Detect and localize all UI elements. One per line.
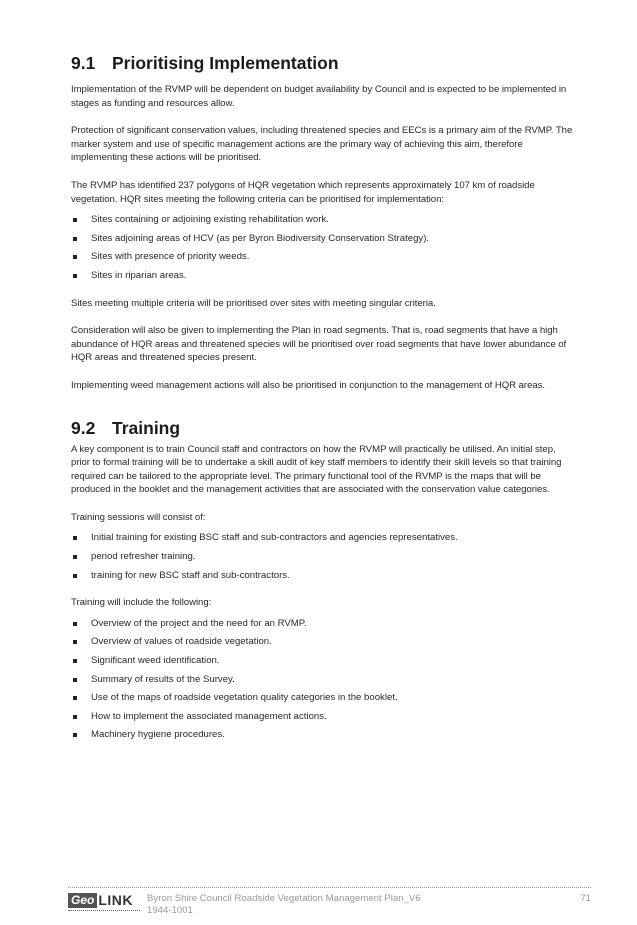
list-item: Summary of results of the Survey.	[71, 673, 573, 687]
section-heading-9-1	[71, 52, 573, 74]
logo-geo: Geo	[68, 893, 97, 908]
section-heading-9-2	[71, 417, 573, 439]
list-item: How to implement the associated management actions.	[71, 710, 573, 724]
section-number: 9.2	[71, 417, 96, 438]
footer-text	[147, 893, 580, 917]
document-title: Byron Shire Council Roadside Vegetation Management Plan_V6	[147, 893, 421, 904]
list-item: Use of the maps of roadside vegetation quality categories in the booklet.	[71, 691, 573, 705]
criteria-list	[71, 213, 573, 282]
section-title: Prioritising Implementation	[112, 53, 339, 73]
logo-tagline-mark	[68, 910, 140, 913]
list-item: Sites in riparian areas.	[71, 269, 573, 283]
paragraph: Implementation of the RVMP will be dependent on budget availability by Council and is expected to be implemented in stages as funding and resources allow.	[71, 84, 567, 109]
topics-list	[71, 617, 573, 742]
paragraph: The RVMP has identified 237 polygons of HQR vegetation which represents approximately 107 km of roadside vegetation. HQR sites meeting the following criteria can be prioritised for implementation:	[71, 179, 535, 205]
list-item: period refresher training.	[71, 550, 573, 564]
paragraph: Consideration will also be given to implementing the Plan in road segments. That is, road segments that have a high abundance of HQR areas and threatened species will be prioritised over road segments that have lower abundance of HQR areas and threatened species present.	[71, 325, 567, 364]
document-page	[71, 52, 573, 747]
list-item: Significant weed identification.	[71, 654, 573, 668]
paragraph: A key component is to train Council staff and contractors on how the RVMP will practically be utilised. An initial step, prior to formal training will be to undertake a skill audit of key staff members to identify their skill levels so that training required can be tailored to the appropriate level. The primary functional tool of the RVMP is the maps that will be produced in the booklet and the management activities that are associated with the conservation value categories.	[71, 443, 562, 496]
document-number: 1944-1001	[147, 905, 193, 916]
list-item: Sites adjoining areas of HCV (as per Byron Biodiversity Conservation Strategy).	[71, 232, 573, 246]
paragraph: Implementing weed management actions will also be prioritised in conjunction to the management of HQR areas.	[71, 379, 546, 391]
list-item: training for new BSC staff and sub-contractors.	[71, 569, 573, 583]
sessions-list	[71, 531, 573, 582]
list-item: Machinery hygiene procedures.	[71, 728, 573, 742]
paragraph: Protection of significant conservation values, including threatened species and EECs is a primary aim of the RVMP. The marker system and use of specific management actions are the primary way of achieving this aim, therefore implementing these actions will be prioritised.	[71, 125, 573, 164]
page-footer	[68, 887, 591, 917]
list-item: Sites with presence of priority weeds.	[71, 250, 573, 264]
page-number: 71	[580, 893, 591, 904]
section-number: 9.1	[71, 53, 96, 73]
paragraph: Sites meeting multiple criteria will be prioritised over sites with meeting singular criteria.	[71, 297, 436, 309]
list-item: Initial training for existing BSC staff and sub-contractors and agencies representatives.	[71, 531, 573, 545]
logo-link: LINK	[98, 892, 134, 908]
list-item: Overview of values of roadside vegetation.	[71, 635, 573, 649]
paragraph: Training will include the following:	[71, 597, 212, 609]
section-title: Training	[112, 417, 181, 438]
list-item: Sites containing or adjoining existing rehabilitation work.	[71, 213, 573, 227]
list-item: Overview of the project and the need for an RVMP.	[71, 617, 573, 631]
geolink-logo	[68, 893, 147, 913]
paragraph: Training sessions will consist of:	[71, 511, 206, 523]
